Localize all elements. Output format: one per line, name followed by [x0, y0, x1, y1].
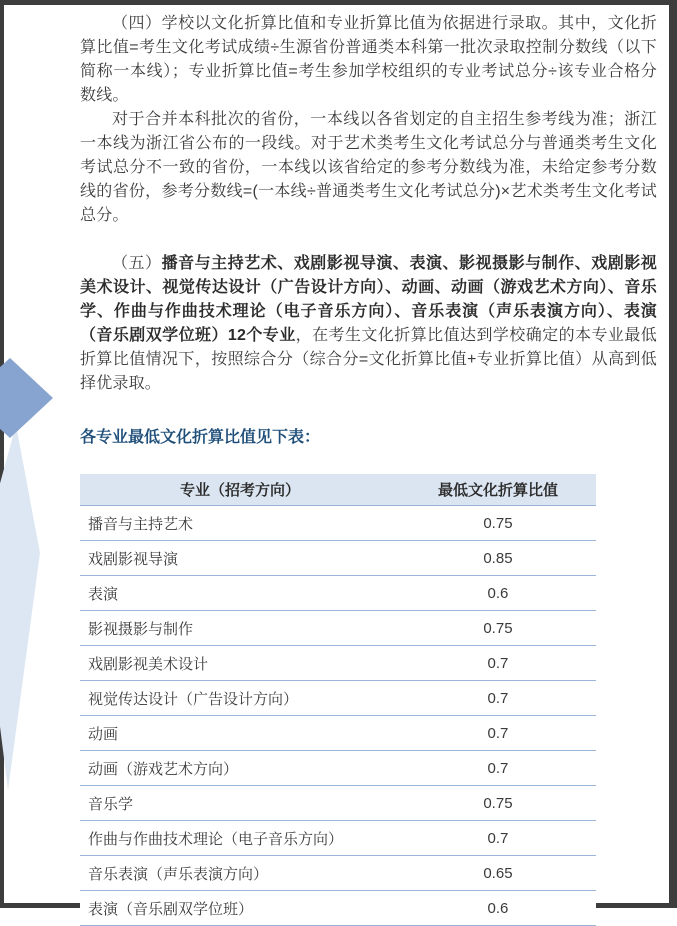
table-row: [80, 681, 596, 716]
paragraph-section-5-majors-list: 播音与主持艺术、戏剧影视导演、表演、影视摄影与制作、戏剧影视美术设计、视觉传达设计（广告设计方向）、动画、动画（游戏艺术方向）、音乐学、作曲与作曲技术理论（电子音乐方向）、音乐表演（声乐表演方向）、表演（音乐剧双学位班）12个专业: [80, 255, 657, 344]
table-header-row: [80, 474, 596, 506]
major-cell: 视觉传达设计（广告设计方向）: [80, 681, 400, 716]
paragraph-section-5-rule-text: ，在考生文化折算比值达到学校确定的本专业最低折算比值情况下，按照综合分（综合分=文化折算比值+专业折算比值）从高到低择优录取。: [80, 327, 657, 392]
ratio-cell: 0.85: [400, 541, 596, 576]
ratio-cell: 0.7: [400, 821, 596, 856]
ratio-cell: 0.7: [400, 716, 596, 751]
ratio-cell: 0.7: [400, 646, 596, 681]
table-row: [80, 541, 596, 576]
table-row: [80, 891, 596, 926]
ratio-cell: 0.7: [400, 751, 596, 786]
major-cell: 动画（游戏艺术方向）: [80, 751, 400, 786]
major-cell: 作曲与作曲技术理论（电子音乐方向）: [80, 821, 400, 856]
paragraph-section-4-continued: [80, 108, 657, 228]
ratio-cell: 0.6: [400, 891, 596, 926]
ratio-cell: 0.75: [400, 786, 596, 821]
column-header-ratio: 最低文化折算比值: [400, 474, 596, 506]
paragraph-section-4-text: （四）学校以文化折算比值和专业折算比值为依据进行录取。其中，文化折算比值=考生文化考试成绩÷生源省份普通类本科第一批次录取控制分数线（以下简称一本线）；专业折算比值=考生参加学校组织的专业考试总分÷该专业合格分数线。: [80, 15, 657, 104]
table-row: [80, 646, 596, 681]
major-cell: 戏剧影视美术设计: [80, 646, 400, 681]
ratio-cell: 0.65: [400, 856, 596, 891]
ratio-cell: 0.7: [400, 681, 596, 716]
table-row: [80, 506, 596, 541]
table-row: [80, 821, 596, 856]
major-cell: 表演（音乐剧双学位班）: [80, 891, 400, 926]
paragraph-section-5-lead: （五）: [112, 255, 162, 272]
paragraph-section-5: [80, 252, 657, 396]
major-cell: 戏剧影视导演: [80, 541, 400, 576]
document-content: [4, 5, 669, 926]
major-cell: 动画: [80, 716, 400, 751]
table-row: [80, 716, 596, 751]
major-cell: 表演: [80, 576, 400, 611]
table-row: [80, 856, 596, 891]
major-cell: 播音与主持艺术: [80, 506, 400, 541]
ratio-cell: 0.75: [400, 611, 596, 646]
ratio-cell: 0.6: [400, 576, 596, 611]
table-heading: 各专业最低文化折算比值见下表：: [80, 429, 321, 446]
table-row: [80, 786, 596, 821]
min-culture-ratio-table: [80, 474, 596, 926]
table-row: [80, 611, 596, 646]
column-header-major: 专业（招考方向）: [80, 474, 400, 506]
major-cell: 音乐表演（声乐表演方向）: [80, 856, 400, 891]
table-row: [80, 751, 596, 786]
table-row: [80, 576, 596, 611]
major-cell: 影视摄影与制作: [80, 611, 400, 646]
ratio-cell: 0.75: [400, 506, 596, 541]
paragraph-section-4b-text: 对于合并本科批次的省份，一本线以各省划定的自主招生参考线为准；浙江一本线为浙江省公布的一段线。对于艺术类考生文化考试总分与普通类考生文化考试总分不一致的省份，一本线以该省给定的参考分数线为准，未给定参考分数线的省份，参考分数线=(一本线÷普通类考生文化考试总分)×艺术类考生文化考试总分。: [80, 111, 657, 224]
major-cell: 音乐学: [80, 786, 400, 821]
paragraph-section-4: [80, 12, 657, 108]
